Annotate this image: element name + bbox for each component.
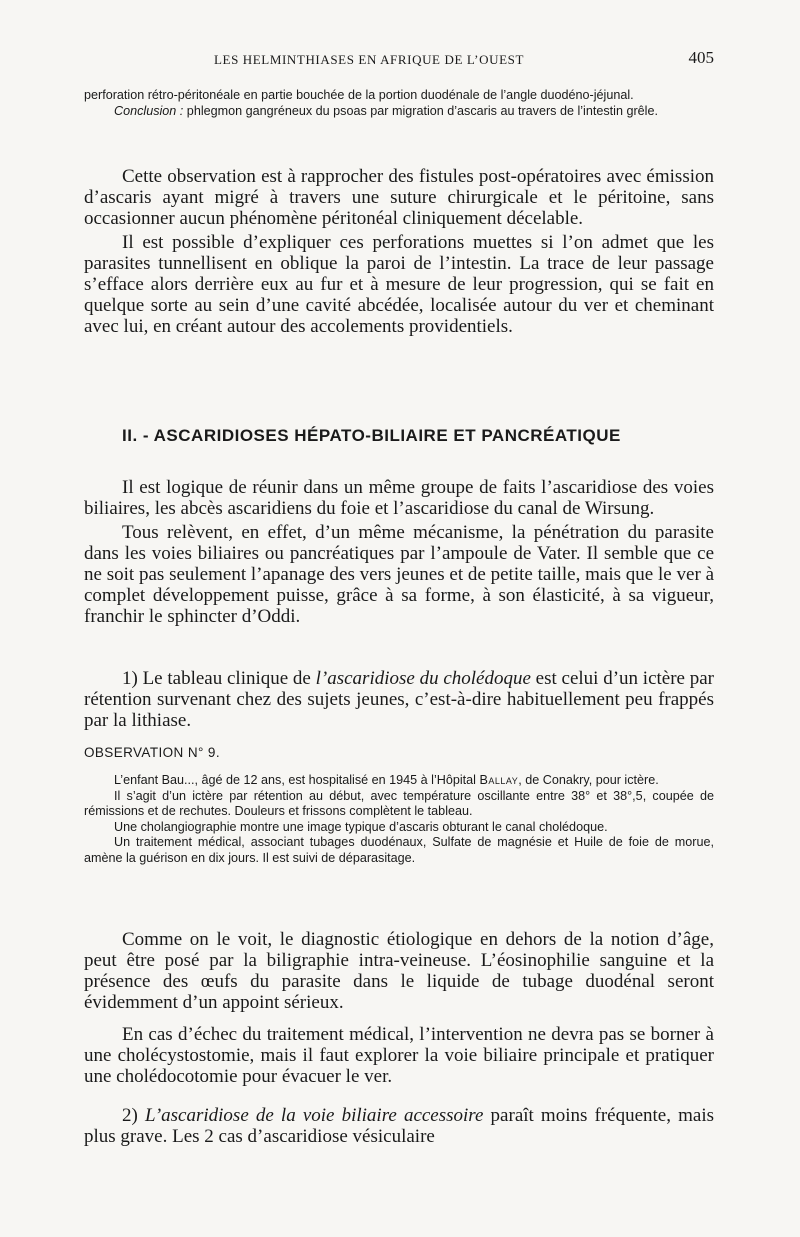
observation-paragraph: Une cholangiographie montre une image typique d’ascaris obturant le canal cholédoque. (114, 819, 608, 834)
section2-item-2 (84, 1105, 714, 1147)
observation-title: OBSERVATION N° 9. (84, 745, 220, 760)
paragraph: Comme on le voit, le diagnostic étiologique en dehors de la notion d’âge, peut être posé par la biligraphie intra-veineuse. L’éosinophilie sanguine et la présence des œufs du parasite dans le liquide de tubage duodénal seront évidemment d’un appoint sérieux. (84, 929, 714, 1013)
paragraph: Il est possible d’expliquer ces perforations muettes si l’on admet que les parasites tunnellisent en oblique la paroi de l’intestin. La trace de leur passage s’efface alors derrière eux au fur et à mesure de leur progression, qui se fait en quelque sorte au sein d’une cavité abcédée, localisée autour du ver et cheminant avec lui, en créant autour des accolements providentiels. (84, 232, 714, 337)
conclusion-text: phlegmon gangréneux du psoas par migration d’ascaris au travers de l’intestin grêle. (183, 103, 658, 118)
case-conclusion (84, 104, 714, 120)
hospital-name: Ballay (479, 773, 519, 787)
section2-paragraphs (84, 477, 714, 627)
paragraph: En cas d’échec du traitement médical, l’intervention ne devra pas se borner à une cholécystostomie, mais il faut explorer la voie biliaire principale et pratiquer une cholédocotomie pour évacuer le ver. (84, 1024, 714, 1087)
text-run: 1) Le tableau clinique de (122, 668, 316, 689)
case-report-end (84, 88, 714, 119)
paragraph: Cette observation est à rapprocher des fistules post-opératoires avec émission d’ascaris ayant migré à travers une suture chirurgicale et le péritoine, sans occasionner aucun phénomène péritonéal cliniquement décelable. (84, 166, 714, 229)
paragraph (84, 668, 714, 731)
observation-paragraph (84, 773, 714, 789)
text-run: est celui d’un ictère par rétention survenant chez des sujets jeunes, c’est-à-dire habituellement peu frappés par la lithiase. (84, 668, 714, 731)
conclusion-label: Conclusion : (114, 103, 184, 118)
discussion-paragraphs (84, 929, 714, 1087)
observation-paragraph: Il s’agit d’un ictère par rétention au début, avec température oscillante entre 38° et 38°,5, coupée de rémissions et de rechutes. Douleurs et frissons complètent le tableau. (84, 788, 714, 818)
text-run: paraît moins fréquente, mais plus grave. Les 2 cas d’ascaridiose vésiculaire (84, 1105, 714, 1147)
paragraph: Tous relèvent, en effet, d’un même mécanisme, la pénétration du parasite dans les voies biliaires ou pancréatiques par l’ampoule de Vater. Il semble que ce ne soit pas seulement l’apanage des vers jeunes et de petite taille, mais que le ver à complet développement puisse, grâce à sa forme, à son élasticité, à sa vigueur, franchir le sphincter d’Oddi. (84, 522, 714, 627)
running-head (84, 50, 714, 72)
observation-paragraph: Un traitement médical, associant tubages duodénaux, Sulfate de magnésie et Huile de foie de morue, amène la guérison en dix jours. Il est suivi de déparasitage. (84, 835, 714, 865)
text-run: L’enfant Bau..., âgé de 12 ans, est hospitalisé en 1945 à l’Hôpital (114, 773, 480, 787)
running-title: LES HELMINTHIASES EN AFRIQUE DE L’OUEST (214, 52, 524, 67)
paragraph: Il est logique de réunir dans un même groupe de faits l’ascaridiose des voies biliaires, les abcès ascaridiens du foie et l’ascaridiose du canal de Wirsung. (84, 477, 714, 519)
text-run: 2) (122, 1105, 145, 1126)
page-number: 405 (688, 48, 714, 67)
italic-term: L’ascaridiose de la voie biliaire accessoire (144, 1105, 484, 1126)
section2-item-1 (84, 668, 714, 731)
case-report-line: perforation rétro-péritonéale en partie bouchée de la portion duodénale de l’angle duodéno-jéjunal. (84, 88, 634, 102)
text-run: , de Conakry, pour ictère. (518, 773, 659, 787)
italic-term: l’ascaridiose du cholédoque (315, 668, 531, 689)
section-heading: II. - ASCARIDIOSES HÉPATO-BILIAIRE ET PANCRÉATIQUE (122, 426, 621, 445)
paragraph (84, 1105, 714, 1147)
observation-body (84, 773, 714, 866)
section1-paragraphs (84, 166, 714, 337)
